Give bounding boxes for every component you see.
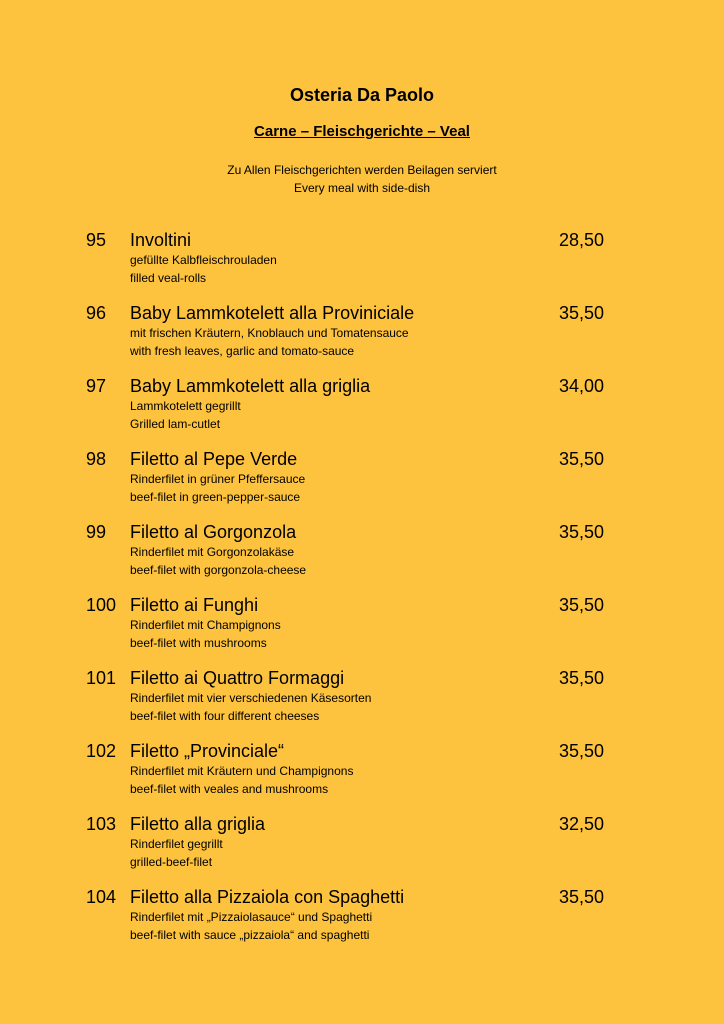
item-description-en: beef-filet with gorgonzola-cheese bbox=[130, 563, 307, 577]
item-description-en: filled veal-rolls bbox=[130, 271, 207, 285]
item-name: Filetto ai Funghi bbox=[130, 595, 259, 615]
item-price: 35,50 bbox=[559, 303, 605, 323]
item-number: 96 bbox=[86, 303, 107, 323]
item-description-de: Lammkotelett gegrillt bbox=[130, 399, 241, 413]
item-price: 28,50 bbox=[559, 230, 605, 250]
side-dish-note-de: Zu Allen Fleischgerichten werden Beilagen serviert bbox=[227, 163, 497, 177]
menu-item bbox=[0, 813, 724, 886]
menu-item bbox=[0, 302, 724, 375]
item-description-en: with fresh leaves, garlic and tomato-sauce bbox=[130, 344, 355, 358]
menu-item bbox=[0, 448, 724, 521]
menu-item bbox=[0, 667, 724, 740]
item-price: 32,50 bbox=[559, 814, 605, 834]
item-number: 95 bbox=[86, 230, 107, 250]
menu-item bbox=[0, 594, 724, 667]
menu-item bbox=[0, 521, 724, 594]
restaurant-title: Osteria Da Paolo bbox=[289, 85, 435, 105]
item-number: 103 bbox=[86, 814, 117, 834]
item-description-de: Rinderfilet mit Gorgonzolakäse bbox=[130, 545, 295, 559]
item-name: Filetto alla griglia bbox=[130, 814, 266, 834]
item-name: Baby Lammkotelett alla griglia bbox=[130, 376, 371, 396]
side-dish-note-en: Every meal with side-dish bbox=[293, 181, 431, 195]
item-description-en: beef-filet with mushrooms bbox=[130, 636, 267, 650]
item-price: 35,50 bbox=[559, 887, 605, 907]
item-price: 35,50 bbox=[559, 595, 605, 615]
item-name: Filetto alla Pizzaiola con Spaghetti bbox=[130, 887, 405, 907]
item-price: 35,50 bbox=[559, 668, 605, 688]
item-description-en: beef-filet with veales and mushrooms bbox=[130, 782, 329, 796]
item-number: 97 bbox=[86, 376, 107, 396]
menu-list bbox=[0, 229, 724, 959]
item-description-de: Rinderfilet mit „Pizzaiolasauce“ und Spaghetti bbox=[130, 910, 373, 924]
item-number: 100 bbox=[86, 595, 117, 615]
item-description-de: Rinderfilet gegrillt bbox=[130, 837, 223, 851]
item-description-en: beef-filet with four different cheeses bbox=[130, 709, 320, 723]
item-description-en: beef-filet with sauce „pizzaiola“ and spaghetti bbox=[130, 928, 370, 942]
item-price: 35,50 bbox=[559, 449, 605, 469]
menu-item bbox=[0, 375, 724, 448]
item-price: 34,00 bbox=[559, 376, 605, 396]
item-description-de: Rinderfilet mit vier verschiedenen Käsesorten bbox=[130, 691, 372, 705]
item-name: Filetto ai Quattro Formaggi bbox=[130, 668, 345, 688]
item-description-en: grilled-beef-filet bbox=[130, 855, 213, 869]
section-heading: Carne – Fleischgerichte – Veal bbox=[254, 123, 470, 140]
item-name: Involtini bbox=[130, 230, 192, 250]
item-number: 98 bbox=[86, 449, 107, 469]
item-description-de: Rinderfilet mit Kräutern und Champignons bbox=[130, 764, 354, 778]
item-description-en: Grilled lam-cutlet bbox=[130, 417, 221, 431]
item-name: Filetto al Pepe Verde bbox=[130, 449, 298, 469]
menu-item bbox=[0, 229, 724, 302]
item-description-de: mit frischen Kräutern, Knoblauch und Tomatensauce bbox=[130, 326, 409, 340]
item-number: 99 bbox=[86, 522, 107, 542]
item-number: 101 bbox=[86, 668, 117, 688]
item-description-de: Rinderfilet in grüner Pfeffersauce bbox=[130, 472, 306, 486]
item-description-de: gefüllte Kalbfleischrouladen bbox=[130, 253, 277, 267]
menu-item bbox=[0, 740, 724, 813]
menu-item bbox=[0, 886, 724, 959]
item-number: 102 bbox=[86, 741, 117, 761]
item-name: Filetto al Gorgonzola bbox=[130, 522, 297, 542]
item-description-de: Rinderfilet mit Champignons bbox=[130, 618, 281, 632]
item-name: Baby Lammkotelett alla Proviniciale bbox=[130, 303, 415, 323]
item-price: 35,50 bbox=[559, 522, 605, 542]
item-number: 104 bbox=[86, 887, 117, 907]
item-description-en: beef-filet in green-pepper-sauce bbox=[130, 490, 301, 504]
item-name: Filetto „Provinciale“ bbox=[130, 741, 285, 761]
item-price: 35,50 bbox=[559, 741, 605, 761]
